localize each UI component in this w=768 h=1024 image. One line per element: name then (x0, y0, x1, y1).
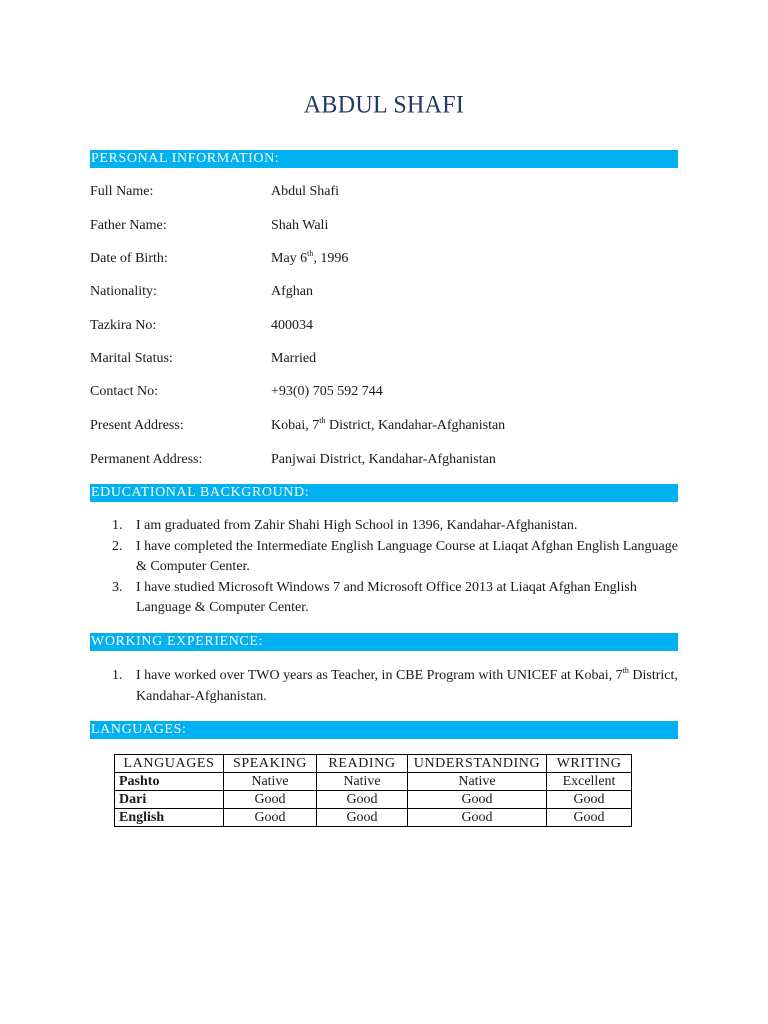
info-label: Present Address: (90, 418, 184, 433)
educational-background-heading: EDUCATIONAL BACKGROUND: (90, 484, 678, 502)
info-value: Panjwai District, Kandahar-Afghanistan (271, 452, 496, 467)
working-experience-heading: WORKING EXPERIENCE: (90, 633, 678, 651)
table-cell: Good (224, 791, 317, 809)
table-row (115, 791, 632, 809)
table-cell: Native (224, 773, 317, 791)
info-label: Permanent Address: (90, 452, 203, 467)
table-cell: English (115, 809, 224, 827)
info-value: Afghan (271, 284, 313, 299)
info-label: Father Name: (90, 218, 167, 233)
info-value: Married (271, 351, 317, 366)
info-value: Kobai, 7th District, Kandahar-Afghanistan (271, 416, 506, 433)
list-text: I have worked over TWO years as Teacher, in CBE Program with UNICEF at Kobai, 7th District, Kandahar-Afghanistan. (136, 666, 678, 704)
languages-table (114, 754, 632, 827)
info-value: +93(0) 705 592 744 (271, 384, 383, 399)
list-text: I have studied Microsoft Windows 7 and Microsoft Office 2013 at Liaqat Afghan English Language & Computer Center. (136, 579, 637, 615)
table-cell: Good (224, 809, 317, 827)
resume-name-title: ABDUL SHAFI (303, 91, 465, 119)
info-value: Abdul Shafi (271, 184, 340, 199)
table-cell: Native (317, 773, 408, 791)
personal-information-heading: PERSONAL INFORMATION: (90, 150, 678, 168)
list-text: I have completed the Intermediate English Language Course at Liaqat Afghan English Language & Computer Center. (136, 538, 678, 574)
column-header: LANGUAGES (115, 755, 224, 773)
info-label: Marital Status: (90, 351, 173, 366)
table-cell: Good (408, 809, 547, 827)
table-cell: Good (547, 791, 632, 809)
table-cell: Good (408, 791, 547, 809)
info-label: Tazkira No: (90, 318, 157, 333)
languages-heading: LANGUAGES: (90, 721, 678, 739)
table-cell: Excellent (547, 773, 632, 791)
table-cell: Good (547, 809, 632, 827)
info-value: May 6th, 1996 (271, 249, 349, 266)
table-cell: Pashto (115, 773, 224, 791)
table-cell: Native (408, 773, 547, 791)
table-row (115, 809, 632, 827)
table-row (115, 773, 632, 791)
list-item (112, 578, 682, 619)
education-list (112, 516, 682, 619)
info-label: Full Name: (90, 184, 154, 199)
info-value: Shah Wali (271, 218, 329, 233)
info-label: Contact No: (90, 384, 159, 399)
column-header: SPEAKING (224, 755, 317, 773)
list-item (112, 516, 682, 537)
column-header: WRITING (547, 755, 632, 773)
column-header: READING (317, 755, 408, 773)
info-label: Date of Birth: (90, 251, 168, 266)
table-cell: Good (317, 791, 408, 809)
list-item (112, 537, 682, 578)
list-number: 3. (112, 579, 123, 595)
list-text: I am graduated from Zahir Shahi High School in 1396, Kandahar-Afghanistan. (136, 518, 578, 533)
table-header-row (115, 755, 632, 773)
table-cell: Good (317, 809, 408, 827)
experience-list (112, 666, 682, 707)
table-cell: Dari (115, 791, 224, 809)
list-item (112, 666, 682, 707)
info-label: Nationality: (90, 284, 157, 299)
list-number: 1. (112, 518, 123, 533)
column-header: UNDERSTANDING (408, 755, 547, 773)
list-number: 2. (112, 538, 123, 554)
info-value: 400034 (271, 318, 313, 333)
list-number: 1. (112, 668, 123, 683)
